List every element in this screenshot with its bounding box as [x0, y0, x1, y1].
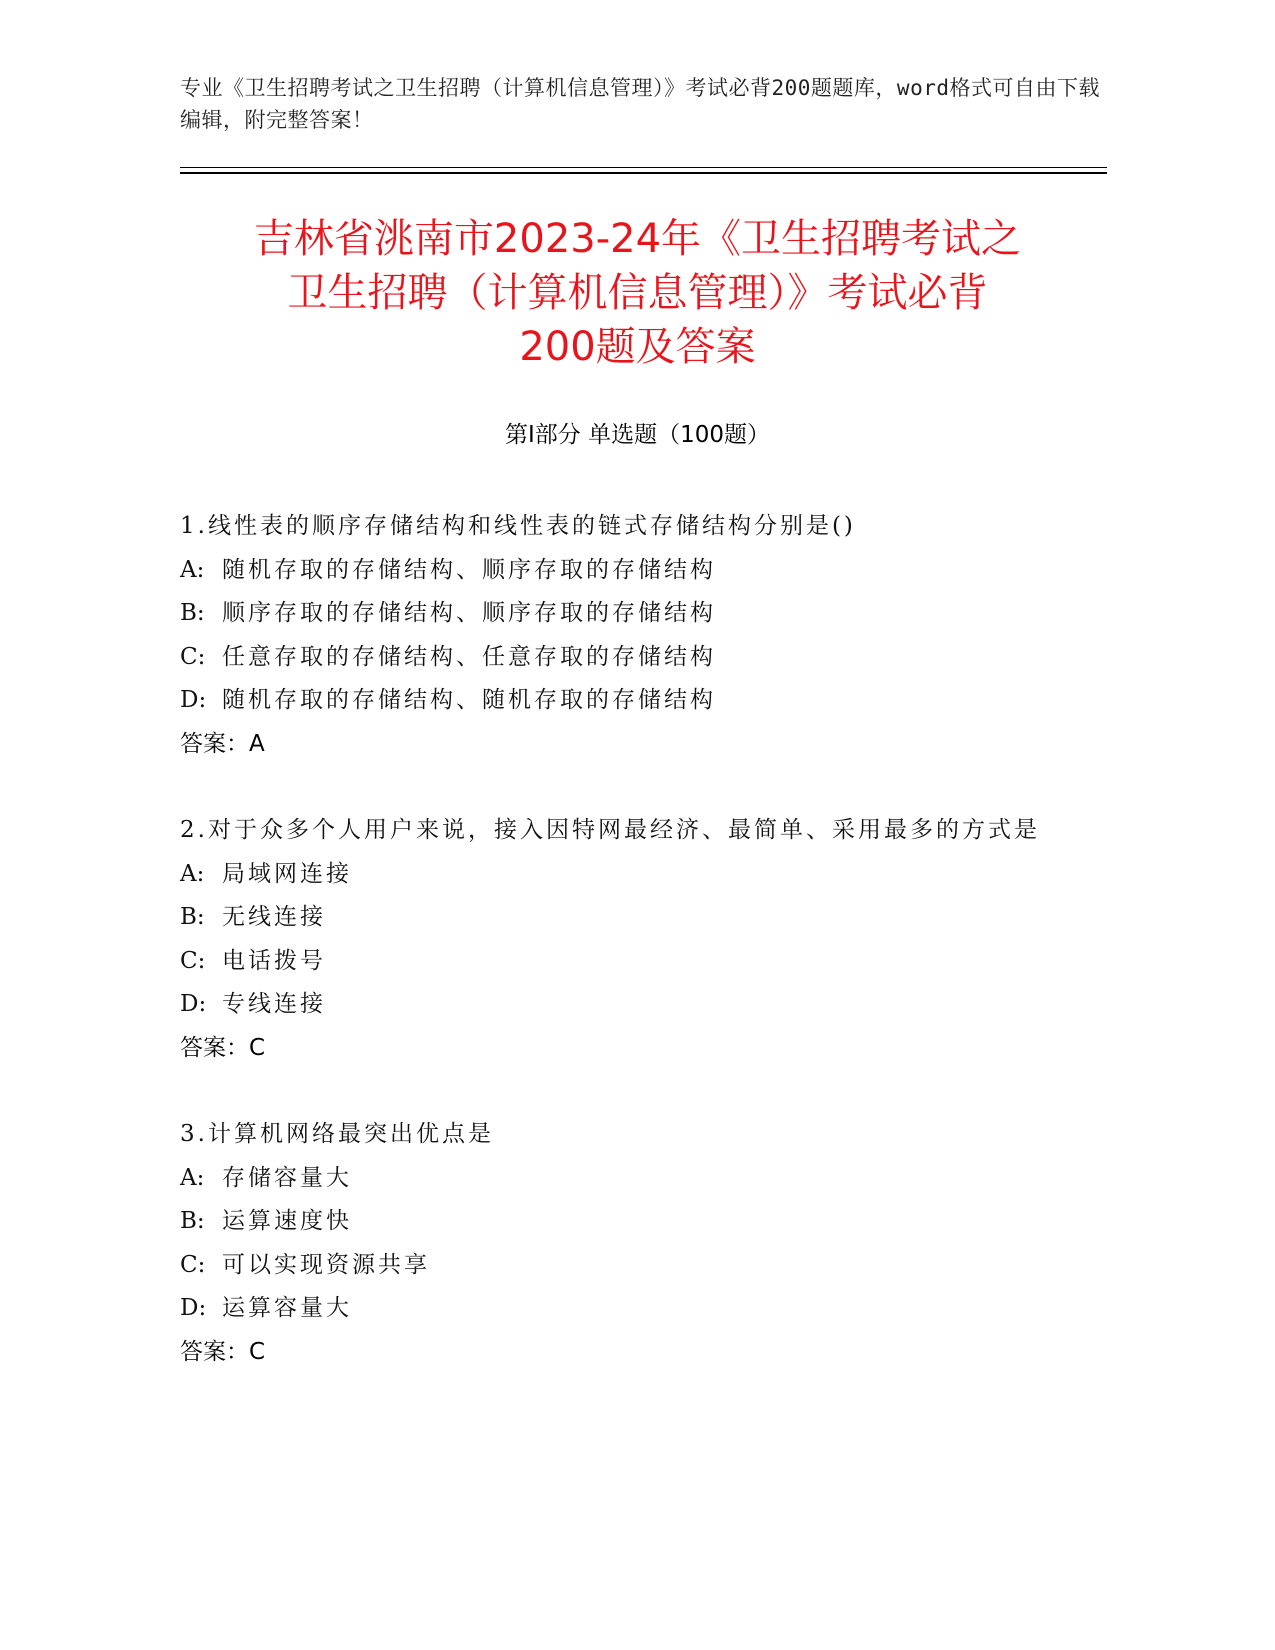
option-text: 局域网连接 — [222, 860, 352, 887]
option-text: 随机存取的存储结构、随机存取的存储结构 — [222, 687, 716, 713]
option-b — [180, 896, 1080, 940]
option-text: 可以实现资源共享 — [222, 1251, 430, 1278]
option-key: D: — [180, 991, 207, 1017]
option-a — [180, 853, 1080, 897]
question-3 — [180, 1113, 1080, 1374]
option-key: A: — [180, 860, 205, 887]
option-text: 无线连接 — [222, 904, 326, 930]
option-text: 随机存取的存储结构、顺序存取的存储结构 — [222, 556, 716, 583]
option-c — [180, 1244, 1080, 1288]
option-b — [180, 1200, 1080, 1244]
option-d — [180, 679, 1080, 723]
answer-line: 答案：C — [180, 1338, 266, 1365]
option-d — [180, 1287, 1080, 1331]
option-key: B: — [180, 904, 205, 930]
option-key: D: — [180, 687, 207, 713]
option-key: A: — [180, 556, 205, 583]
option-key: B: — [180, 1208, 205, 1234]
option-key: A: — [180, 1164, 205, 1191]
question-2 — [180, 809, 1080, 1070]
option-text: 存储容量大 — [222, 1164, 352, 1191]
option-text: 运算速度快 — [222, 1208, 352, 1234]
section-heading: 第Ⅰ部分 单选题（100题） — [505, 422, 770, 448]
option-a — [180, 549, 1080, 593]
question-list — [180, 505, 1080, 1417]
header-note: 专业《卫生招聘考试之卫生招聘（计算机信息管理）》考试必背200题题库，word格式可自由下载编辑，附完整答案！ — [180, 76, 1100, 132]
option-text: 专线连接 — [222, 991, 326, 1017]
option-key: C: — [180, 643, 206, 670]
question-1 — [180, 505, 1080, 766]
answer-line: 答案：C — [180, 1034, 266, 1061]
option-c — [180, 636, 1080, 680]
document-title-line-1: 吉林省洮南市2023-24年《卫生招聘考试之 — [253, 216, 1022, 262]
option-c — [180, 940, 1080, 984]
answer-line: 答案：A — [180, 730, 265, 757]
question-stem: 2.对于众多个人用户来说，接入因特网最经济、最简单、采用最多的方式是 — [180, 817, 1040, 843]
option-text: 任意存取的存储结构、任意存取的存储结构 — [222, 643, 716, 670]
document-title — [150, 212, 1125, 374]
question-stem: 1.线性表的顺序存储结构和线性表的链式存储结构分别是() — [180, 513, 856, 539]
option-d — [180, 983, 1080, 1027]
option-text: 顺序存取的存储结构、顺序存取的存储结构 — [222, 600, 716, 626]
document-title-line-2: 卫生招聘（计算机信息管理）》考试必背 — [287, 270, 988, 316]
header-divider-thin — [180, 167, 1107, 168]
option-a — [180, 1157, 1080, 1201]
option-text: 电话拨号 — [222, 947, 326, 974]
option-text: 运算容量大 — [222, 1295, 352, 1321]
option-b — [180, 592, 1080, 636]
option-key: B: — [180, 600, 205, 626]
option-key: C: — [180, 947, 206, 974]
header-divider-thick — [180, 172, 1107, 174]
option-key: D: — [180, 1295, 207, 1321]
document-title-line-3: 200题及答案 — [519, 324, 756, 370]
option-key: C: — [180, 1251, 206, 1278]
question-stem: 3.计算机网络最突出优点是 — [180, 1121, 494, 1147]
